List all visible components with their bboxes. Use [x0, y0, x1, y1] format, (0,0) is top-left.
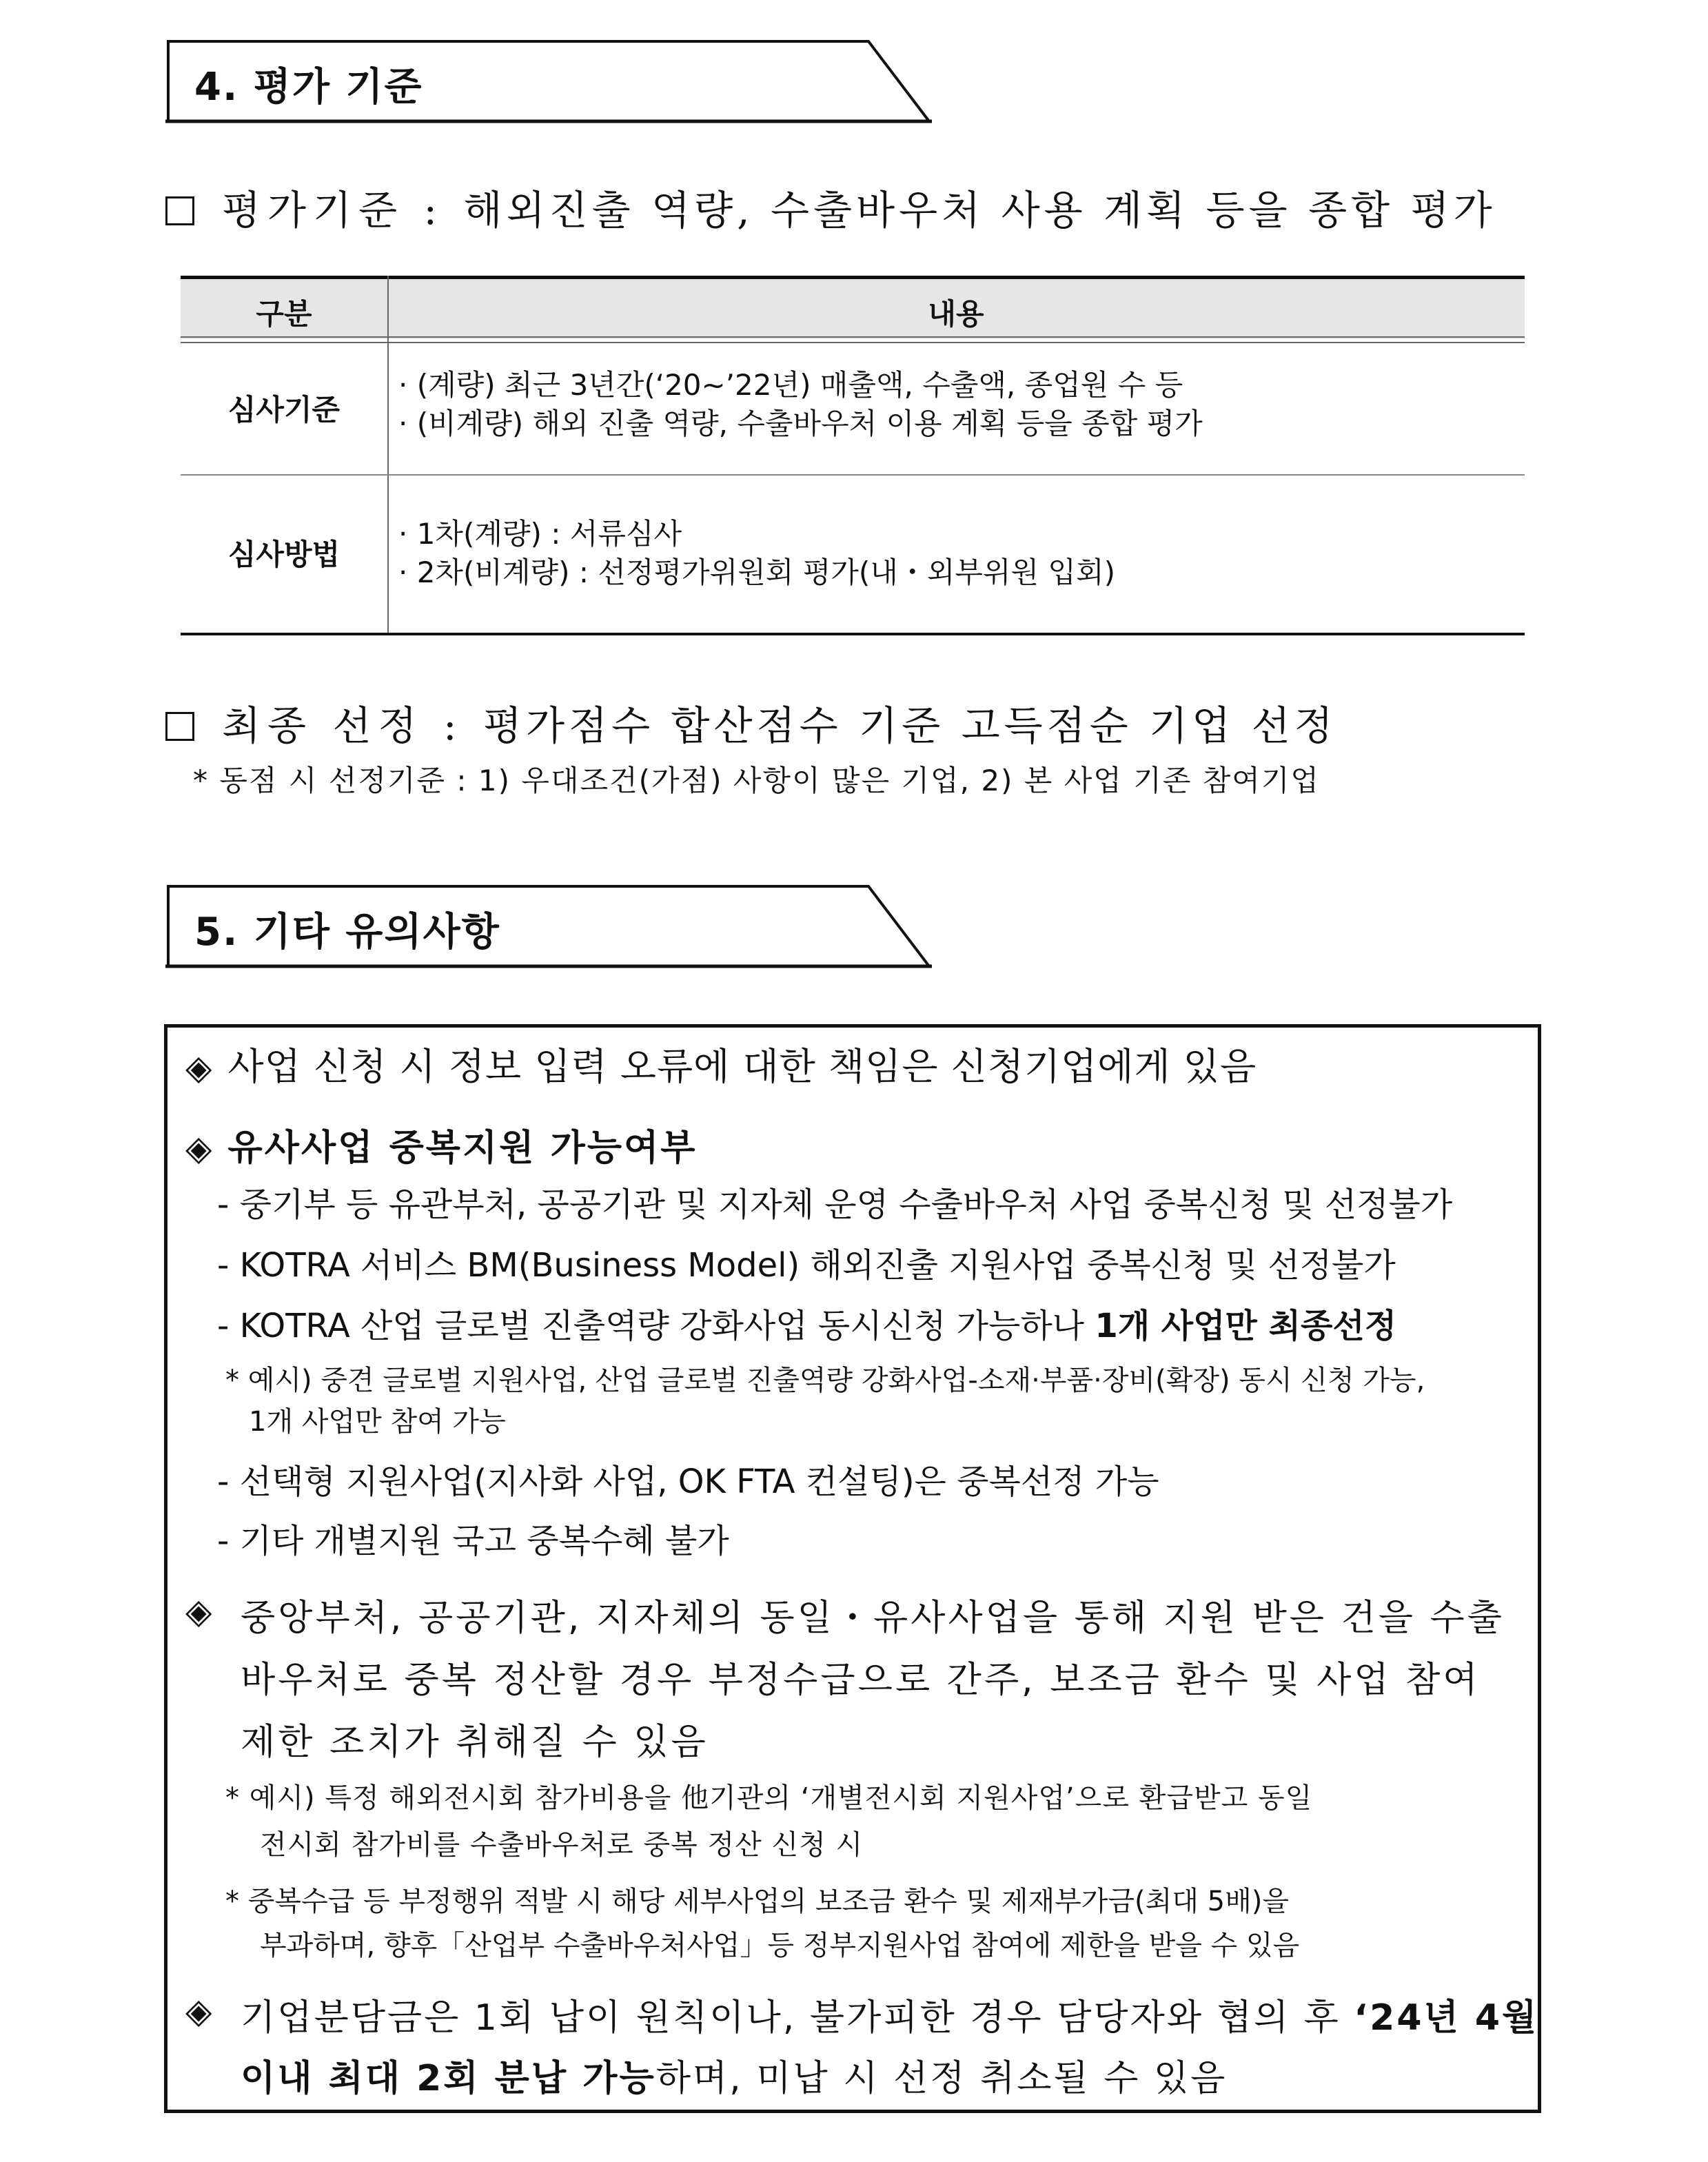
notice-item: [185, 1119, 698, 1170]
notice-warning-note: 전시회 참가비를 수출바우처로 중복 정산 신청 시: [260, 1829, 864, 1861]
square-bullet-icon: [165, 196, 194, 225]
section-4-header: [165, 39, 932, 121]
table-row-line: · (비계량) 해외 진출 역량, 수출바우처 이용 계획 등을 종합 평가: [398, 407, 1203, 440]
notice-sub-item-emphasis: 1개 사업만 최종선정: [1095, 1307, 1397, 1345]
table-bottom-border: [181, 633, 1525, 635]
notice-sub-item: [217, 1299, 1396, 1347]
notice-item: [185, 1991, 212, 2031]
notice-box: [164, 1024, 1541, 2113]
payment-emphasis: 이내 최대 2회 분납 가능: [241, 2058, 656, 2099]
table-row-line: · 1차(계량) : 서류심사: [398, 517, 682, 551]
notice-item-text: 중앙부처, 공공기관, 지자체의 동일・유사사업을 통해 지원 받은 건을 수출: [241, 1598, 1505, 1639]
notice-sub-item: - 기타 개별지원 국고 중복수혜 불가: [217, 1522, 729, 1560]
table-header-content: 내용: [928, 297, 984, 331]
table-header-category: 구분: [256, 297, 312, 331]
final-label: 최종 선정: [222, 702, 424, 749]
diamond-bullet-icon: ◈: [185, 1048, 212, 1088]
notice-sub-item: - 중기부 등 유관부처, 공공기관 및 지자체 운영 수출바우처 사업 중복신청 및 선정불가: [217, 1185, 1453, 1224]
notice-example-note: 1개 사업만 참여 가능: [249, 1406, 506, 1438]
notice-sub-item: - 선택형 지원사업(지사화 사업, OK FTA 컨설팅)은 중복선정 가능: [217, 1462, 1159, 1501]
notice-item-text: 제한 조치가 취해질 수 있음: [241, 1722, 709, 1763]
section-5-title: 5. 기타 유의사항: [194, 910, 500, 955]
notice-warning-note: * 예시) 특정 해외전시회 참가비용을 他기관의 ‘개별전시회 지원사업’으로 환급받고 동일: [225, 1782, 1313, 1814]
notice-sub-item: - KOTRA 서비스 BM(Business Model) 해외진출 지원사업 중복신청 및 선정불가: [217, 1246, 1396, 1285]
notice-sub-item-text: - KOTRA 산업 글로벌 진출역량 강화사업 동시신청 가능하나: [217, 1307, 1095, 1345]
criteria-text: 해외진출 역량, 수출바우처 사용 계획 등을 종합 평가: [463, 187, 1496, 234]
notice-warning-note: 부과하며, 향후「산업부 수출바우처사업」등 정부지원사업 참여에 제한을 받을 수 있음: [260, 1930, 1300, 1961]
tie-break-note: * 동점 시 선정기준 : 1) 우대조건(가점) 사항이 많은 기업, 2) 본 사업 기존 참여기업: [193, 764, 1320, 797]
diamond-bullet-icon: ◈: [185, 1991, 212, 2031]
notice-warning-note: * 중복수급 등 부정행위 적발 시 해당 세부사업의 보조금 환수 및 제재부가금(최대 5배)을: [225, 1886, 1289, 1917]
table-row-divider: [181, 474, 1525, 476]
final-text: 평가점수 합산점수 기준 고득점순 기업 선정: [482, 702, 1337, 749]
notice-item: [185, 1037, 1257, 1090]
square-bullet-icon: [165, 712, 194, 741]
table-row-line: · (계량) 최근 3년간(‘20~’22년) 매출액, 수출액, 종업원 수 등: [398, 368, 1183, 402]
criteria-label: 평가기준: [222, 187, 405, 234]
final-selection-line: [165, 693, 1337, 751]
notice-item-text: 바우처로 중복 정산할 경우 부정수급으로 간주, 보조금 환수 및 사업 참여: [241, 1660, 1481, 1701]
colon-separator: :: [423, 702, 483, 749]
table-header-divider: [181, 336, 1525, 343]
payment-text: 기업분담금은 1회 납이 원칙이나, 불가피한 경우 담당자와 협의 후: [241, 1997, 1354, 2039]
criteria-line: [165, 178, 1496, 236]
table-row-label: 심사기준: [227, 393, 340, 427]
table-column-divider: [387, 276, 389, 635]
notice-item: [185, 1591, 212, 1631]
payment-emphasis: ‘24년 4월: [1354, 1997, 1539, 2039]
table-row-line: · 2차(비계량) : 선정평가위원회 평가(내・외부위원 입회): [398, 555, 1115, 589]
section-5-header: [165, 884, 932, 966]
diamond-bullet-icon: ◈: [185, 1591, 212, 1631]
table-row-label: 심사방법: [227, 538, 340, 571]
table-header-row: [181, 276, 1525, 339]
notice-item-text: 사업 신청 시 정보 입력 오류에 대한 책임은 신청기업에게 있음: [227, 1045, 1257, 1088]
notice-example-note: * 예시) 중견 글로벌 지원사업, 산업 글로벌 진출역량 강화사업-소재·부품·장비(확장) 동시 신청 가능,: [225, 1365, 1425, 1396]
notice-item-text: [241, 1988, 1538, 2040]
section-4-title: 4. 평가 기준: [194, 65, 423, 110]
notice-item-title: 유사사업 중복지원 가능여부: [227, 1128, 698, 1169]
colon-separator: :: [404, 187, 464, 234]
notice-item-text: [241, 2049, 1227, 2101]
payment-text: 하며, 미납 시 선정 취소될 수 있음: [655, 2058, 1228, 2099]
diamond-bullet-icon: ◈: [185, 1128, 212, 1168]
